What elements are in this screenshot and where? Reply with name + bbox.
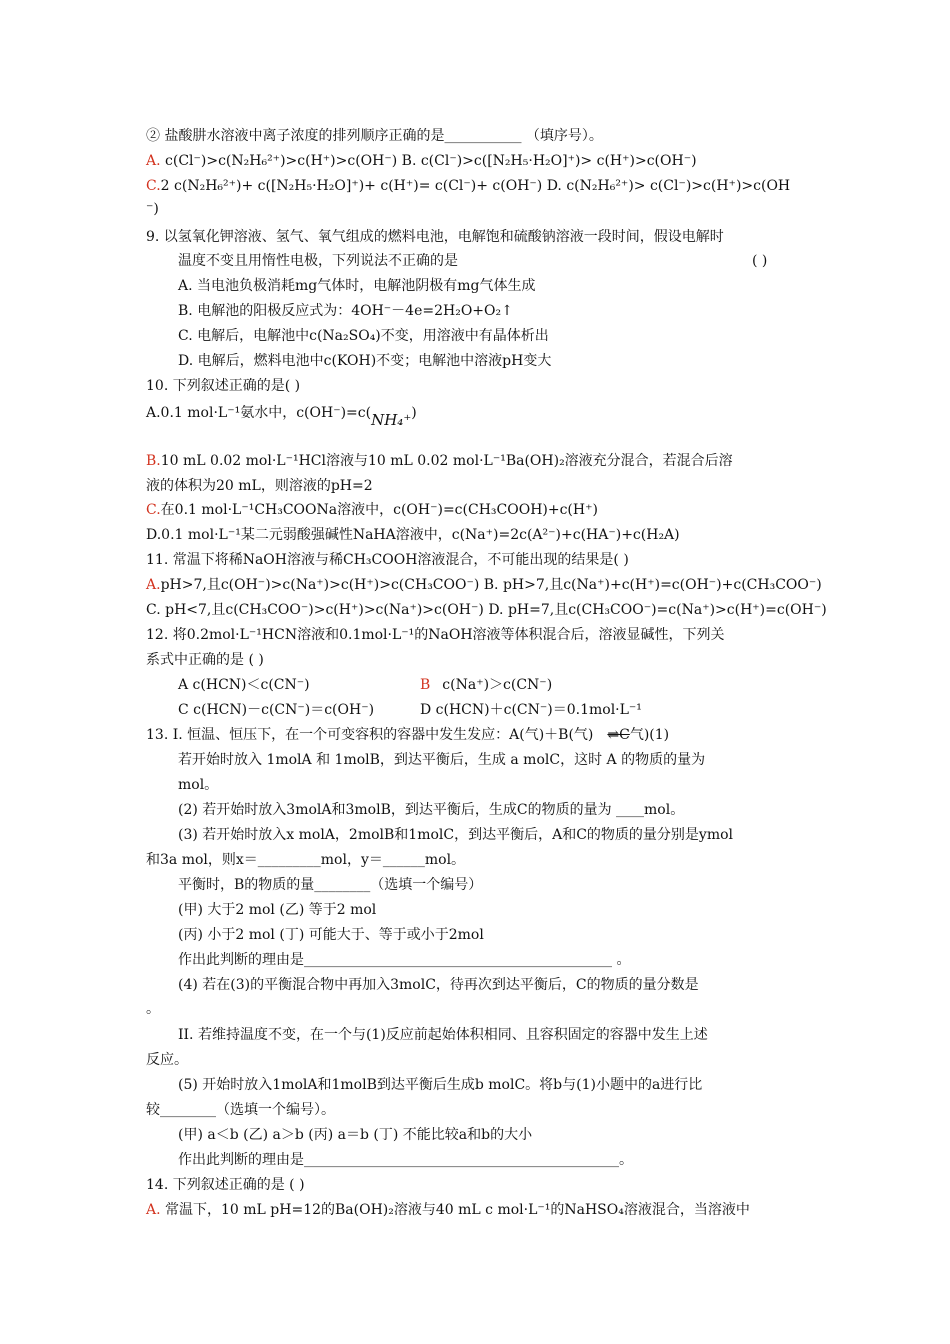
q12-option-c: C c(HCN)－c(CN⁻)＝c(OH⁻) (178, 702, 375, 718)
q13-line8: (甲) 大于2 mol (乙) 等于2 mol (178, 902, 377, 918)
q13-line17: (甲) a＜b (乙) a＞b (丙) a＝b (丁) 不能比较a和b的大小 (178, 1127, 533, 1143)
q9-option-d: D. 电解后，燃料电池中c(KOH)不变；电解池中溶液pH变大 (178, 353, 552, 369)
q10-option-a (146, 402, 417, 429)
q12-option-b-letter: B (420, 677, 431, 693)
q8-option-cd-cont: ⁻) (146, 201, 159, 217)
q10-option-b-letter: B. (146, 453, 161, 469)
q14-option-a (146, 1200, 750, 1220)
q10-option-b-text: 10 mL 0.02 mol·L⁻¹HCl溶液与10 mL 0.02 mol·L⁻¹Ba(OH)₂溶液充分混合，若混合后溶 (160, 453, 733, 469)
q9-answer-paren: ( ) (752, 253, 768, 269)
q13-line16: 较________（选填一个编号）。 (146, 1102, 335, 1118)
q10-option-c (146, 500, 598, 520)
q9-stem-line1: 9. 以氢氧化钾溶液、氢气、氧气组成的燃料电池，电解饱和硫酸钠溶液一段时间，假设电解时 (146, 229, 724, 245)
q9-stem-line2: 温度不变且用惰性电极，下列说法不正确的是 (178, 253, 458, 269)
q12-option-a: A c(HCN)＜c(CN⁻) (178, 677, 310, 693)
q13-line7: 平衡时，B的物质的量________（选填一个编号） (178, 877, 483, 893)
q14-option-a-text: 常温下，10 mL pH=12的Ba(OH)₂溶液与40 mL c mol·L⁻¹的NaHSO₄溶液混合，当溶液中 (160, 1202, 750, 1218)
q11-option-a-letter: A. (146, 577, 161, 593)
q10-option-a-post: ) (411, 405, 417, 421)
q9-option-a: A. 当电池负极消耗mg气体时，电解池阴极有mg气体生成 (178, 278, 536, 294)
q12-option-b (420, 675, 552, 695)
q8-stem: ② 盐酸肼水溶液中离子浓度的排列顺序正确的是___________ （填序号）。 (146, 128, 603, 144)
q13-line10: 作出此判断的理由是____________________________________________ 。 (178, 952, 631, 968)
q8-option-a-letter: A. (146, 153, 161, 169)
q10-option-b-line1 (146, 451, 733, 471)
q13-line4: (2) 若开始时放入3molA和3molB，到达平衡后，生成C的物质的量为 ____mol。 (178, 802, 685, 818)
q12-stem-line2: 系式中正确的是 ( ) (146, 652, 264, 668)
q13-line1-text: 13. I. 恒温、恒压下，在一个可变容积的容器中发生发应：A(气)＋B(气) (146, 727, 594, 743)
q10-option-b-line2: 液的体积为20 mL，则溶液的pH=2 (146, 478, 373, 494)
q10-stem: 10. 下列叙述正确的是( ) (146, 378, 301, 394)
q14-stem: 14. 下列叙述正确的是 ( ) (146, 1177, 305, 1193)
q11-option-ab-text: pH>7,且c(OH⁻)>c(Na⁺)>c(H⁺)>c(CH₃COO⁻) B. pH>7,且c(Na⁺)+c(H⁺)=c(OH⁻)+c(CH₃COO⁻) (160, 577, 822, 593)
q13-line2: 若开始时放入 1molA 和 1molB，到达平衡后，生成 a molC，这时 A 的物质的量为 (178, 752, 706, 768)
q10-option-d: D.0.1 mol·L⁻¹某二元弱酸强碱性NaHA溶液中，c(Na⁺)=2c(A²⁻)+c(HA⁻)+c(H₂A) (146, 527, 680, 543)
q13-line18: 作出此判断的理由是_____________________________________________。 (178, 1152, 633, 1168)
q13-line3: mol。 (178, 777, 219, 793)
q8-option-ab-text: c(Cl⁻)>c(N₂H₆²⁺)>c(H⁺)>c(OH⁻) B. c(Cl⁻)>c([N₂H₅·H₂O]⁺)> c(H⁺)>c(OH⁻) (160, 153, 697, 169)
q11-stem: 11. 常温下将稀NaOH溶液与稀CH₃COOH溶液混合，不可能出现的结果是( ) (146, 552, 629, 568)
q13-line11: (4) 若在(3)的平衡混合物中再加入3molC，待再次到达平衡后，C的物质的量分数是 (178, 977, 699, 993)
q13-line6: 和3a mol，则x＝_________mol，y＝______mol。 (146, 852, 466, 868)
q13-line1 (146, 725, 669, 745)
q8-option-cd (146, 176, 790, 196)
q13-line12: 。 (146, 1001, 160, 1017)
q10-option-a-nh4: NH₄⁺ (371, 411, 412, 429)
q13-line13: II. 若维持温度不变，在一个与(1)反应前起始体积相同、且容积固定的容器中发生上述 (178, 1027, 708, 1043)
q11-option-cd: C. pH<7,且c(CH₃COO⁻)>c(H⁺)>c(Na⁺)>c(OH⁻) D. pH=7,且c(CH₃COO⁻)=c(Na⁺)>c(H⁺)=c(OH⁻) (146, 602, 827, 618)
q8-option-cd-text: 2 c(N₂H₆²⁺)+ c([N₂H₅·H₂O]⁺)+ c(H⁺)= c(Cl⁻)+ c(OH⁻) D. c(N₂H₆²⁺)> c(Cl⁻)>c(H⁺)>c(OH (160, 178, 791, 194)
q8-option-ab (146, 151, 697, 171)
q10-option-a-pre: A.0.1 mol·L⁻¹氨水中，c(OH⁻)=c( (146, 405, 372, 421)
q12-option-d: D c(HCN)＋c(CN⁻)＝0.1mol·L⁻¹ (420, 702, 642, 718)
q12-option-b-text: c(Na⁺)＞c(CN⁻) (442, 677, 553, 693)
q11-option-ab (146, 575, 822, 595)
q13-line14: 反应。 (146, 1052, 188, 1068)
q8-option-c-letter: C. (146, 178, 161, 194)
q13-line9: (丙) 小于2 mol (丁) 可能大于、等于或小于2mol (178, 927, 484, 943)
q13-line15: (5) 开始时放入1molA和1molB到达平衡后生成b molC。将b与(1)小题中的a进行比 (178, 1077, 703, 1093)
q13-line1-end: 气)(1) (629, 727, 670, 743)
q12-stem-line1: 12. 将0.2mol·L⁻¹HCN溶液和0.1mol·L⁻¹的NaOH溶液等体积混合后，溶液显碱性，下列关 (146, 627, 725, 643)
q13-reversible-arrow: ⇌C (607, 727, 630, 743)
q9-option-c: C. 电解后，电解池中c(Na₂SO₄)不变，用溶液中有晶体析出 (178, 328, 549, 344)
q14-option-a-letter: A. (146, 1202, 161, 1218)
q10-option-c-text: 在0.1 mol·L⁻¹CH₃COONa溶液中，c(OH⁻)=c(CH₃COOH)+c(H⁺) (160, 502, 598, 518)
q13-line5: (3) 若开始时放入x molA，2molB和1molC，到达平衡后，A和C的物质的量分别是ymol (178, 827, 734, 843)
q9-option-b: B. 电解池的阳极反应式为：4OH⁻－4e=2H₂O+O₂↑ (178, 303, 513, 319)
q10-option-c-letter: C. (146, 502, 161, 518)
